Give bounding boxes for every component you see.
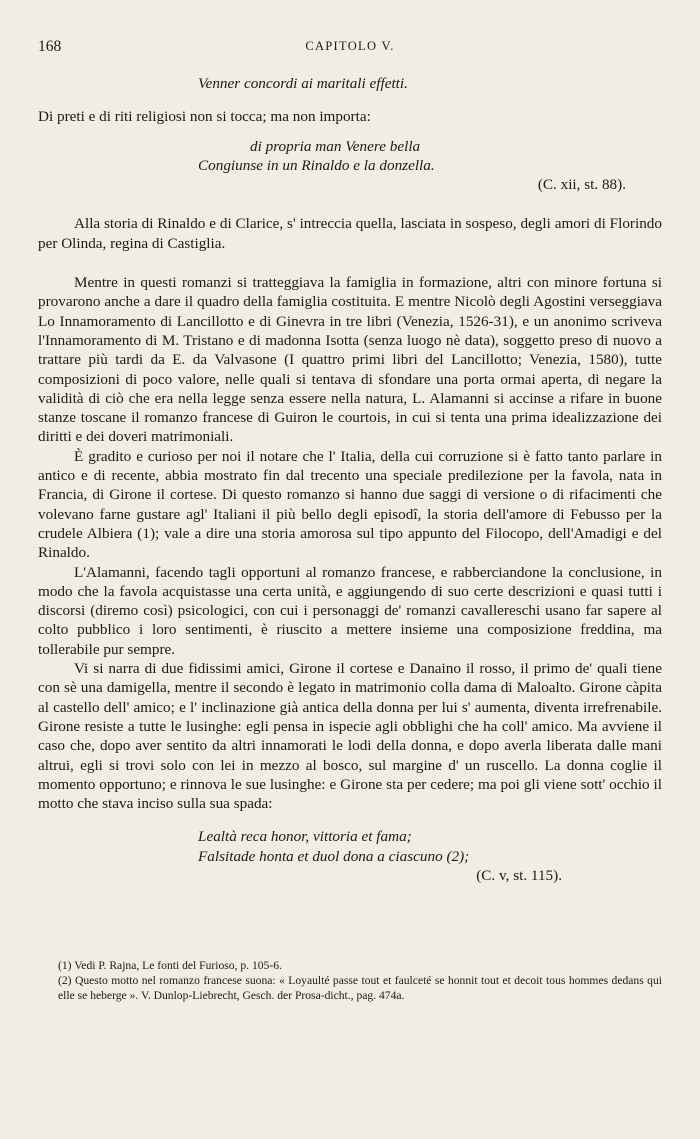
- page-number: 168: [38, 38, 62, 55]
- verse-line: di propria man Venere bella: [250, 137, 421, 155]
- verse-line: Lealtà reca honor, vittoria et fama;: [198, 828, 412, 846]
- paragraph: Mentre in questi romanzi si tratteggiava la famiglia in formazione, altri con minore fortuna si provarono anche a dare il quadro della famiglia costituita. E mentre Nicolò degli Agostini verseggiava Lo Innamoramento di Lancillotto e di Ginevra in tre libri (Venezia, 1526-31), e un anonimo scriveva l'Innamoramento di M. Tristano e di madonna Isotta (senza luogo nè data), soggetto preso di nuovo a trattare più tardi da E. da Valvasone (I quattro primi libri del Lancillotto; Venezia, 1580), tutte composizioni di poco valore, nelle quali si tentava di sfondare una porta ormai aperta, di negare la validità di ciò che era nella legge senza essere nella natura, L. Alamanni si accinse a rifare in buone stanze toscane il romanzo francese di Guiron le courtois, in cui si tenta una prima idealizzazione dei diritti e dei doveri matrimoniali.: [38, 274, 662, 446]
- running-title: CAPITOLO V.: [305, 39, 395, 53]
- paragraph: L'Alamanni, facendo tagli opportuni al romanzo francese, e rabberciandone la conclusione, in modo che la favola acquistasse una certa unità, e aggiungendo di suo certe descrizioni e quasi tutti i discorsi (diremo così) psicologici, con cui i personaggi de' romanzi cavallereschi usano far sapere al colto pubblico i loro sentimenti, è riuscito a mettere insieme una composizione freddina, ma tollerabile pur sempre.: [38, 563, 662, 658]
- intro-line: Di preti e di riti religiosi non si tocca; ma non importa:: [38, 108, 371, 126]
- verse-line: Falsitade honta et duol dona a ciascuno (2);: [198, 847, 470, 865]
- paragraph: È gradito e curioso per noi il notare che l' Italia, della cui corruzione si è fatto tanto parlare in antico e di recente, abbia mostrato fin dal trecento una speciale predilezione per la favola, nata in Francia, di Girone il cortese. Di questo romanzo si hanno due saggi di versione o di rifacimenti che volevano farne gustare agl' Italiani il più bello degli episodî, la storia dell'amore di Febusso per la crudele Albiera (1); vale a dire una storia amorosa sul tipo appunto del Filocopo, dell'Amadigi e del Rinaldo.: [38, 447, 662, 562]
- paragraph: Vi si narra di due fidissimi amici, Girone il cortese e Danaino il rosso, il primo de' quali tiene con sè una damigella, mentre il secondo è legato in matrimonio colla dama di Maloalto. Girone càpita al castello dell' amico; e l' inclinazione già antica della donna per lui s' aumenta, diventa irrefrenabile. Girone resiste a tutte le lusinghe: egli pensa in ispecie agli obblighi che ha coll' amico. Ma avviene il caso che, dopo aver sentito da altri innamorati le lodi della donna, e dopo averla liberata dalle mani altrui, egli si trovi solo con lei in mezzo al bosco, sul margine d' un ruscello. La donna coglie il momento opportuno; e rinnova le sue lusinghe: e Girone sta per cedere; ma poi gli viene sott' occhio il motto che stava inciso sulla sua spada:: [38, 660, 662, 813]
- verse-citation: (C. xii, st. 88).: [537, 176, 626, 194]
- top-verse: Venner concordi ai maritali effetti.: [198, 75, 408, 92]
- verse-quote-1: [38, 137, 662, 195]
- footnote: (1) Vedi P. Rajna, Le fonti del Furioso, p. 105-6.: [58, 959, 282, 972]
- page-header: [38, 38, 662, 58]
- main-text: [38, 74, 662, 885]
- footnotes: [38, 958, 662, 1003]
- verse-citation: (C. v, st. 115).: [476, 866, 562, 884]
- footnote: (2) Questo motto nel romanzo francese suona: « Loyaulté passe tout et faulceté se honnit tout et decoit tous hommes dedans qui elle se heberge ». V. Dunlop-Liebrecht, Gesch. der Prosa-dicht., pag. 474a.: [58, 974, 662, 1002]
- verse-line: Congiunse in un Rinaldo e la donzella.: [198, 156, 435, 174]
- verse-quote-2: [38, 827, 662, 885]
- paragraph: Alla storia di Rinaldo e di Clarice, s' intreccia quella, lasciata in sospeso, degli amori di Florindo per Olinda, regina di Castiglia.: [38, 215, 662, 252]
